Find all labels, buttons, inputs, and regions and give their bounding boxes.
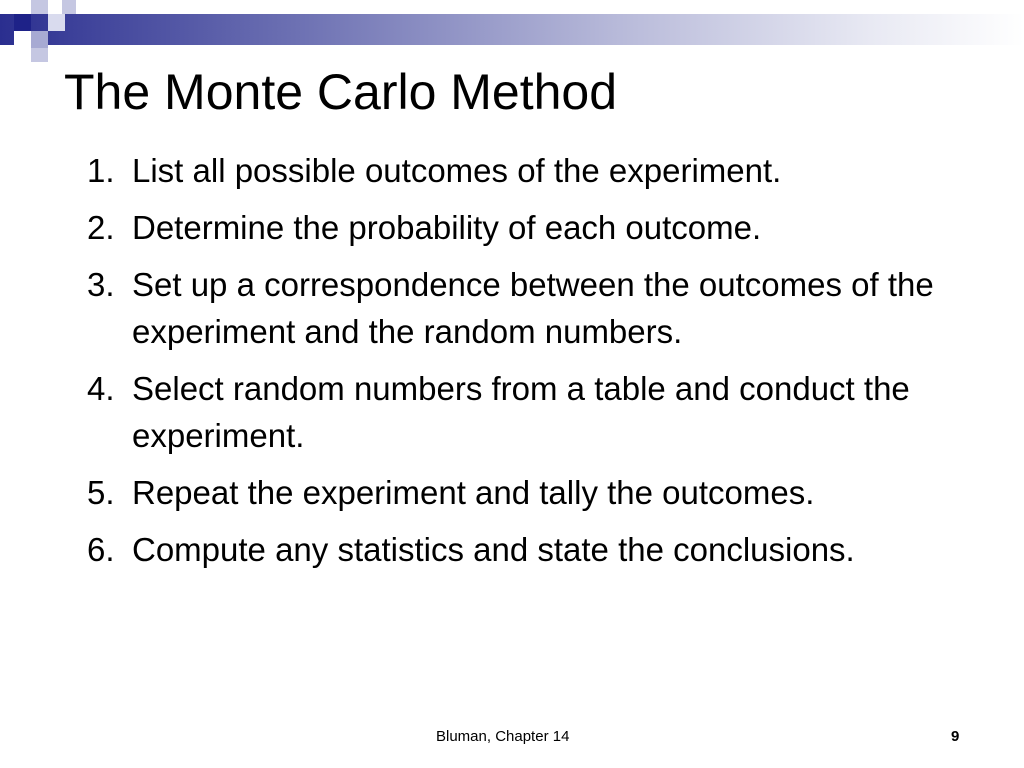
step-item [87,204,987,251]
step-number: 1. [87,152,115,189]
step-number: 5. [87,474,115,511]
step-text: Determine the probability of each outcome. [132,209,762,246]
corner-square [48,14,65,31]
corner-square [31,48,48,62]
step-text: Repeat the experiment and tally the outcomes. [132,474,815,511]
corner-square [14,14,31,31]
step-number: 4. [87,370,115,407]
step-number: 2. [87,209,115,246]
step-item [87,469,987,516]
slide-title: The Monte Carlo Method [64,64,618,120]
step-item [87,261,987,355]
steps-list [87,147,987,583]
step-number: 6. [87,531,115,568]
slide-number: 9 [951,728,960,745]
corner-square-decoration [0,0,80,64]
corner-square [31,0,48,14]
footer-source: Bluman, Chapter 14 [436,728,570,745]
header-gradient-band [0,14,1024,45]
corner-square [31,31,48,48]
step-text: Select random numbers from a table and conduct the experiment. [132,370,910,454]
step-text: Set up a correspondence between the outcomes of the experiment and the random numbers. [132,266,934,350]
step-text: Compute any statistics and state the conclusions. [132,531,855,568]
step-number: 3. [87,266,115,303]
step-text: List all possible outcomes of the experiment. [132,152,782,189]
step-item [87,147,987,194]
step-item [87,526,987,573]
corner-square [62,0,76,14]
corner-square [14,31,31,48]
step-item [87,365,987,459]
